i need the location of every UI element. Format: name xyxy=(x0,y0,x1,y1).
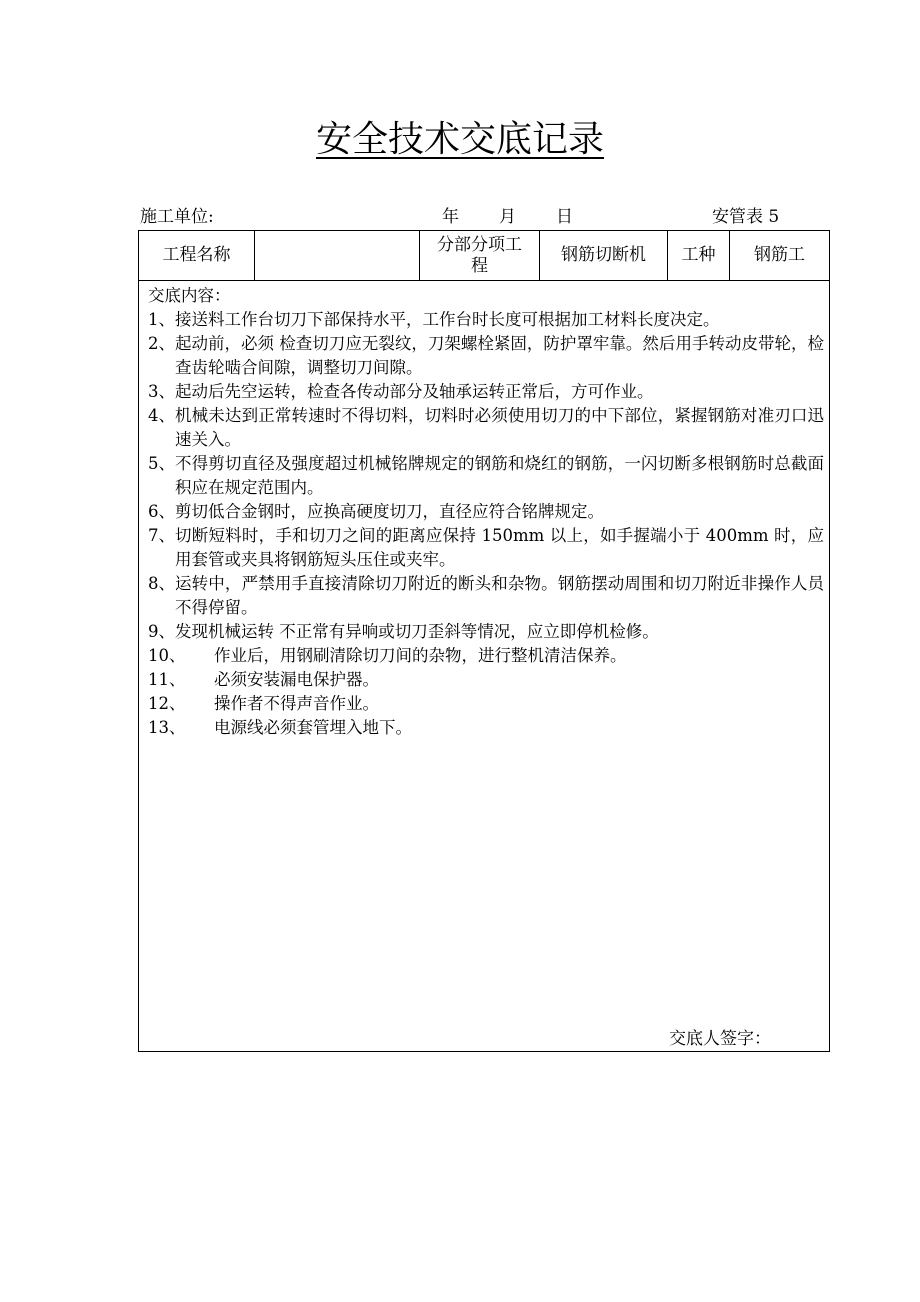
item-text: 运转中，严禁用手直接清除切刀附近的断头和杂物。钢筋摆动周围和切刀附近非操作人员不得停留。 xyxy=(175,574,824,617)
list-item xyxy=(148,668,824,692)
list-item xyxy=(148,380,824,404)
item-text: 剪切低合金钢时，应换高硬度切刀，直径应符合铭牌规定。 xyxy=(175,502,604,521)
item-text: 机械未达到正常转速时不得切料，切料时必须使用切刀的中下部位，紧握钢筋对准刃口迅速关入。 xyxy=(175,406,824,449)
record-table xyxy=(138,230,830,1052)
list-item xyxy=(148,452,824,500)
item-number: 10、 xyxy=(148,646,186,665)
list-item xyxy=(148,620,824,644)
table-header-row xyxy=(139,231,829,281)
item-text: 接送料工作台切刀下部保持水平，工作台时长度可根据加工材料长度决定。 xyxy=(175,310,720,329)
item-number: 13、 xyxy=(148,718,186,737)
item-number: 11、 xyxy=(148,670,186,689)
item-text: 切断短料时，手和切刀之间的距离应保持 150mm 以上，如手握端小于 400mm 时，应用套管或夹具将钢筋短头压住或夹牢。 xyxy=(175,526,824,569)
date-year: 年 xyxy=(442,207,459,227)
item-text: 起动前，必须 检查切刀应无裂纹，刀架螺栓紧固，防护罩牢靠。然后用手转动皮带轮，检查齿轮啮合间隙，调整切刀间隙。 xyxy=(175,334,824,377)
signature-label: 交底人签字： xyxy=(669,1029,771,1049)
document-title: 安全技术交底记录 xyxy=(315,119,604,160)
item-text: 操作者不得声音作业。 xyxy=(214,694,379,713)
item-number: 8、 xyxy=(148,574,175,593)
item-text: 起动后先空运转，检查各传动部分及轴承运转正常后，方可作业。 xyxy=(175,382,654,401)
list-item xyxy=(148,644,824,668)
list-item xyxy=(148,692,824,716)
item-number: 7、 xyxy=(148,526,175,545)
disclosure-content xyxy=(148,284,824,740)
subproject-label: 分部分项工程 xyxy=(420,231,540,280)
item-number: 3、 xyxy=(148,382,175,401)
item-text: 必须安装漏电保护器。 xyxy=(214,670,379,689)
construction-unit-label: 施工单位: xyxy=(140,207,214,227)
trade-value: 钢筋工 xyxy=(754,245,805,265)
list-item xyxy=(148,332,824,380)
list-item xyxy=(148,308,824,332)
trade-label: 工种 xyxy=(668,231,730,280)
item-number: 4、 xyxy=(148,406,175,425)
project-name-label: 工程名称 xyxy=(139,231,255,280)
item-number: 9、 xyxy=(148,622,175,641)
item-number: 12、 xyxy=(148,694,186,713)
subproject-value: 钢筋切断机 xyxy=(540,231,668,280)
date-month: 月 xyxy=(499,207,516,227)
item-number: 6、 xyxy=(148,502,175,521)
item-text: 发现机械运转 不正常有异响或切刀歪斜等情况，应立即停机检修。 xyxy=(175,622,659,641)
content-label: 交底内容： xyxy=(148,286,231,305)
item-number: 2、 xyxy=(148,334,175,353)
list-item xyxy=(148,716,824,740)
item-number: 5、 xyxy=(148,454,175,473)
item-text: 不得剪切直径及强度超过机械铭牌规定的钢筋和烧红的钢筋，一闪切断多根钢筋时总截面积应在规定范围内。 xyxy=(175,454,824,497)
date-line xyxy=(442,205,573,229)
form-number: 安管表 5 xyxy=(712,207,780,227)
item-list xyxy=(148,308,824,740)
item-number: 1、 xyxy=(148,310,175,329)
project-name-value xyxy=(255,231,420,280)
date-day: 日 xyxy=(556,207,573,227)
list-item xyxy=(148,500,824,524)
list-item xyxy=(148,572,824,620)
list-item xyxy=(148,404,824,452)
list-item xyxy=(148,524,824,572)
item-text: 作业后，用钢刷清除切刀间的杂物，进行整机清洁保养。 xyxy=(214,646,627,665)
item-text: 电源线必须套管埋入地下。 xyxy=(214,718,412,737)
